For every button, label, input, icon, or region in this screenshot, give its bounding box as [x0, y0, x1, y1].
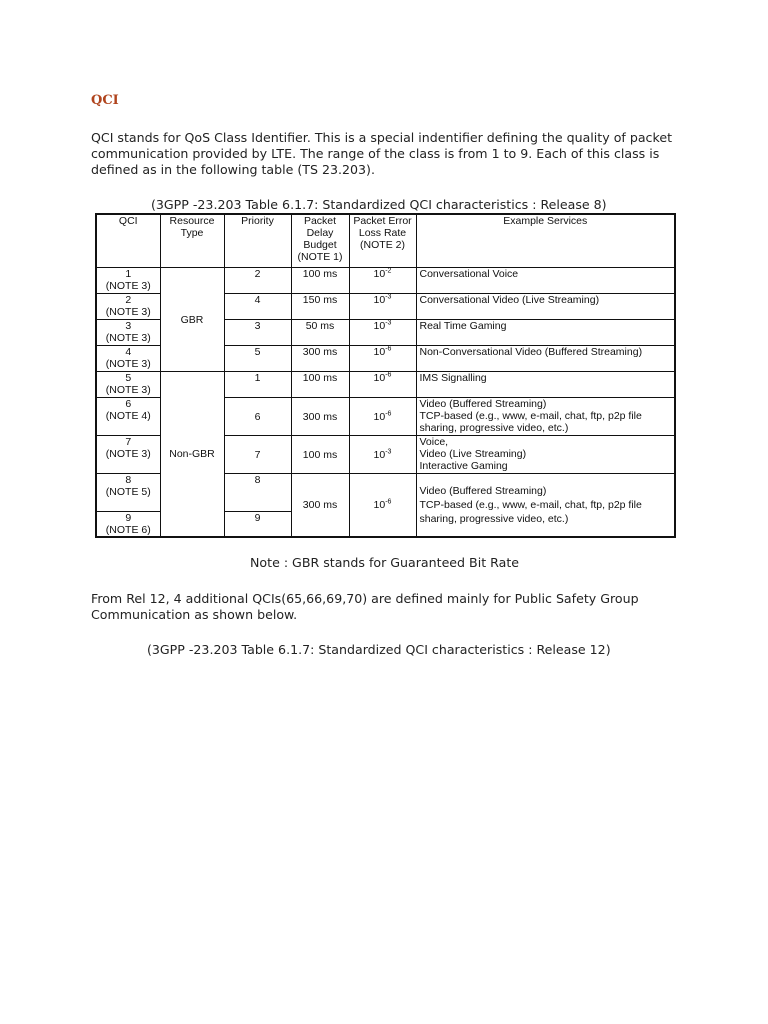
services-cell: Video (Buffered Streaming) TCP-based (e.g., www, e-mail, chat, ftp, p2p file sharing, progressive video, etc.) — [416, 474, 675, 538]
header-resource-type — [160, 214, 224, 268]
table-caption-rel12: (3GPP -23.203 Table 6.1.7: Standardized QCI characteristics : Release 12) — [147, 642, 611, 657]
services-cell: Video (Buffered Streaming) TCP-based (e.g., www, e-mail, chat, ftp, p2p file sharing, progressive video, etc.) — [416, 398, 675, 436]
loss-exponent: -6 — [385, 371, 392, 379]
intro-paragraph: QCI stands for QoS Class Identifier. This is a special indentifier defining the quality of packet communication provided by LTE. The range of the class is from 1 to 9. Each of this class is defined as in the following table (TS 23.203). — [91, 130, 673, 177]
loss-cell — [349, 346, 416, 372]
header-resource-type-label: Resource Type — [169, 215, 215, 239]
loss-exponent: -2 — [385, 267, 392, 275]
services-cell: Real Time Gaming — [416, 320, 675, 346]
delay-cell: 150 ms — [291, 294, 349, 320]
services-cell: Voice, Video (Live Streaming) Interactive Gaming — [416, 436, 675, 474]
priority-cell: 2 — [224, 268, 291, 294]
services-cell: IMS Signalling — [416, 372, 675, 398]
gbr-note: Note : GBR stands for Guaranteed Bit Rate — [250, 555, 520, 570]
loss-exponent: -3 — [385, 293, 392, 301]
qci-cell — [96, 512, 160, 538]
qci-cell — [96, 436, 160, 474]
qci-note: (NOTE 3) — [105, 332, 151, 344]
resource-type-gbr: GBR — [160, 268, 224, 372]
delay-cell: 100 ms — [291, 436, 349, 474]
services-cell: Conversational Video (Live Streaming) — [416, 294, 675, 320]
qci-value: 2 — [125, 294, 132, 306]
loss-exponent: -6 — [385, 345, 392, 353]
loss-base: 10 — [373, 372, 386, 384]
rel12-paragraph: From Rel 12, 4 additional QCIs(65,66,69,70) are defined mainly for Public Safety Group Communication as shown below. — [91, 591, 639, 622]
qci-note: (NOTE 6) — [105, 524, 151, 536]
table-caption-rel8: (3GPP -23.203 Table 6.1.7: Standardized QCI characteristics : Release 8) — [151, 197, 607, 212]
qci-cell — [96, 372, 160, 398]
table-row — [96, 268, 675, 294]
priority-cell: 8 — [224, 474, 291, 512]
qci-cell — [96, 268, 160, 294]
priority-cell: 3 — [224, 320, 291, 346]
loss-exponent: -3 — [385, 319, 392, 327]
qci-note: (NOTE 4) — [105, 410, 151, 422]
qci-note: (NOTE 3) — [105, 448, 151, 460]
loss-cell — [349, 372, 416, 398]
loss-base: 10 — [373, 346, 386, 358]
qci-note: (NOTE 3) — [105, 280, 151, 292]
loss-cell — [349, 294, 416, 320]
qci-cell — [96, 346, 160, 372]
priority-cell: 5 — [224, 346, 291, 372]
qci-cell — [96, 294, 160, 320]
qci-value: 1 — [125, 268, 132, 280]
resource-type-non-gbr: Non-GBR — [160, 372, 224, 538]
loss-cell — [349, 474, 416, 538]
qci-note: (NOTE 3) — [105, 358, 151, 370]
qci-cell — [96, 398, 160, 436]
loss-cell — [349, 398, 416, 436]
loss-cell — [349, 436, 416, 474]
qci-cell — [96, 320, 160, 346]
delay-cell: 300 ms — [291, 474, 349, 538]
qci-note: (NOTE 3) — [105, 384, 151, 396]
qci-note: (NOTE 3) — [105, 306, 151, 318]
qci-cell — [96, 474, 160, 512]
qci-value: 6 — [125, 398, 132, 410]
delay-cell: 300 ms — [291, 398, 349, 436]
services-cell: Conversational Voice — [416, 268, 675, 294]
table-row — [96, 372, 675, 398]
qci-value: 3 — [125, 320, 132, 332]
table-header-row — [96, 214, 675, 268]
qci-value: 7 — [125, 436, 132, 448]
loss-base: 10 — [373, 294, 386, 306]
header-priority: Priority — [224, 214, 291, 268]
header-delay-budget: Packet Delay Budget (NOTE 1) — [291, 214, 349, 268]
priority-cell: 1 — [224, 372, 291, 398]
qci-value: 4 — [125, 346, 132, 358]
loss-exponent: -3 — [385, 448, 392, 455]
loss-base: 10 — [373, 410, 386, 423]
priority-cell: 4 — [224, 294, 291, 320]
delay-cell: 50 ms — [291, 320, 349, 346]
loss-base: 10 — [373, 499, 386, 511]
qci-value: 9 — [125, 512, 132, 524]
header-example-services: Example Services — [416, 214, 675, 268]
delay-cell: 300 ms — [291, 346, 349, 372]
qci-value: 8 — [125, 474, 132, 486]
loss-base: 10 — [373, 268, 386, 280]
header-qci: QCI — [96, 214, 160, 268]
qci-note: (NOTE 5) — [105, 486, 151, 498]
loss-cell — [349, 268, 416, 294]
priority-cell: 7 — [224, 436, 291, 474]
priority-cell: 9 — [224, 512, 291, 538]
delay-cell: 100 ms — [291, 372, 349, 398]
loss-exponent: -6 — [385, 410, 392, 417]
loss-cell — [349, 320, 416, 346]
delay-cell: 100 ms — [291, 268, 349, 294]
header-loss-rate: Packet Error Loss Rate (NOTE 2) — [349, 214, 416, 268]
loss-base: 10 — [373, 448, 386, 461]
section-heading: QCI — [91, 93, 119, 108]
services-cell: Non-Conversational Video (Buffered Streaming) — [416, 346, 675, 372]
qci-table — [95, 213, 676, 538]
priority-cell: 6 — [224, 398, 291, 436]
loss-base: 10 — [373, 320, 386, 332]
qci-value: 5 — [125, 372, 132, 384]
loss-exponent: -6 — [385, 498, 392, 506]
